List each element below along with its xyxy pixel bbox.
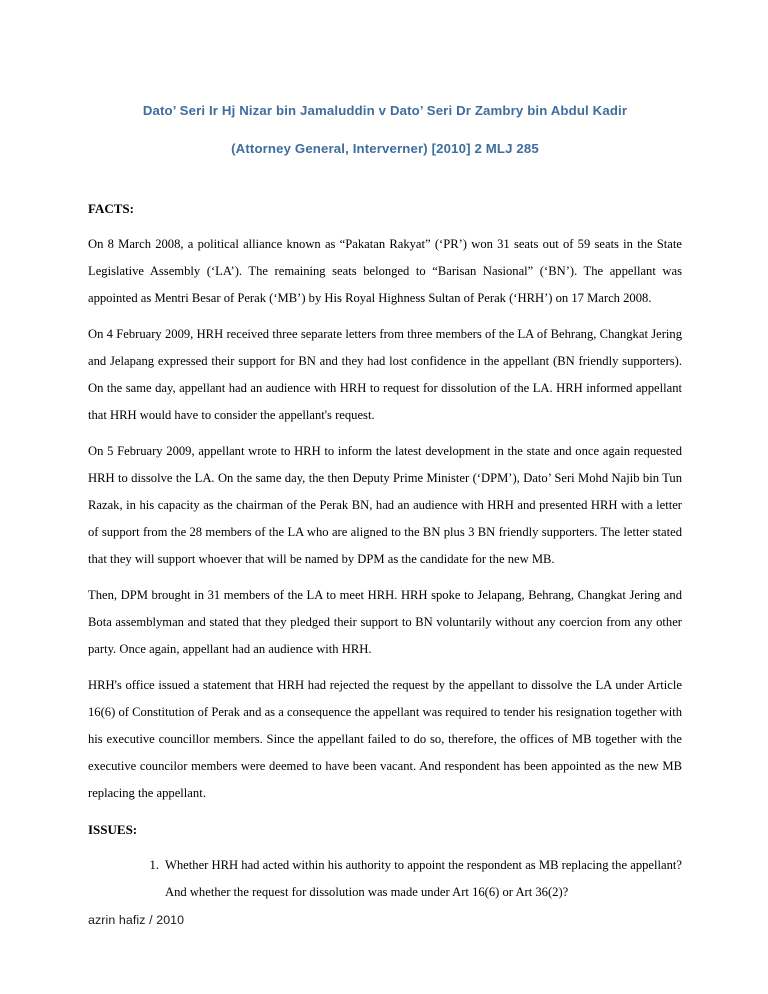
- paragraph-spacer: [88, 573, 682, 582]
- title-spacer: [88, 164, 682, 195]
- facts-paragraph-2: On 4 February 2009, HRH received three separate letters from three members of the LA of Behrang, Changkat Jering and Jelapang expressed their support for BN and they had lost confidence in the appellant (BN friendly supporters). On the same day, appellant had an audience with HRH to request for dissolution of the LA. HRH informed appellant that HRH would have to consider the appellant's request.: [88, 327, 682, 422]
- title-line-1: Dato’ Seri Ir Hj Nizar bin Jamaluddin v Dato’ Seri Dr Zambry bin Abdul Kadir: [142, 103, 628, 118]
- issues-heading-spacer: [88, 843, 682, 852]
- facts-paragraph-1: On 8 March 2008, a political alliance known as “Pakatan Rakyat” (‘PR’) won 31 seats out of 59 seats in the State Legislative Assembly (‘LA’). The remaining seats belonged to “Barisan Nasional” (‘BN’). The appellant was appointed as Mentri Besar of Perak (‘MB’) by His Royal Highness Sultan of Perak (‘HRH’) on 17 March 2008.: [88, 237, 682, 305]
- facts-paragraph-4: Then, DPM brought in 31 members of the LA to meet HRH. HRH spoke to Jelapang, Behrang, Changkat Jering and Bota assemblyman and stated that they pledged their support to BN voluntarily without any coercion from any other party. Once again, appellant had an audience with HRH.: [88, 588, 682, 656]
- facts-paragraph-5: HRH's office issued a statement that HRH had rejected the request by the appellant to dissolve the LA under Article 16(6) of Constitution of Perak and as a consequence the appellant was required to tender his resignation together with his executive councillor members. Since the appellant failed to do so, therefore, the offices of MB together with the executive councilor members were deemed to have been vacant. And respondent has been appointed as the new MB replacing the appellant.: [88, 678, 682, 800]
- issues-list: [88, 852, 682, 906]
- facts-paragraph-3: On 5 February 2009, appellant wrote to HRH to inform the latest development in the state and once again requested HRH to dissolve the LA. On the same day, the then Deputy Prime Minister (‘DPM’), Dato’ Seri Mohd Najib bin Tun Razak, in his capacity as the chairman of the Perak BN, had an audience with HRH and presented HRH with a letter of support from the 28 members of the LA who are aligned to the BN plus 3 BN friendly supporters. The letter stated that they will support whoever that will be named by DPM as the candidate for the new MB.: [88, 444, 682, 566]
- paragraph-spacer: [88, 312, 682, 321]
- page-footer: azrin hafiz / 2010: [88, 913, 185, 927]
- paragraph-spacer: [88, 807, 682, 816]
- issue-list-item: [88, 852, 682, 906]
- title-line-2: (Attorney General, Interverner) [2010] 2 MLJ 285: [231, 141, 539, 156]
- issue-item-text: Whether HRH had acted within his authority to appoint the respondent as MB replacing the appellant? And whether the request for dissolution was made under Art 16(6) or Art 36(2)?: [165, 858, 682, 899]
- document-body: [88, 96, 682, 906]
- issue-item-marker: 1.: [149, 858, 159, 872]
- document-title: [88, 96, 682, 164]
- issues-heading: ISSUES:: [88, 822, 138, 837]
- facts-heading-spacer: [88, 222, 682, 231]
- paragraph-spacer: [88, 663, 682, 672]
- facts-heading: FACTS:: [88, 201, 134, 216]
- paragraph-spacer: [88, 429, 682, 438]
